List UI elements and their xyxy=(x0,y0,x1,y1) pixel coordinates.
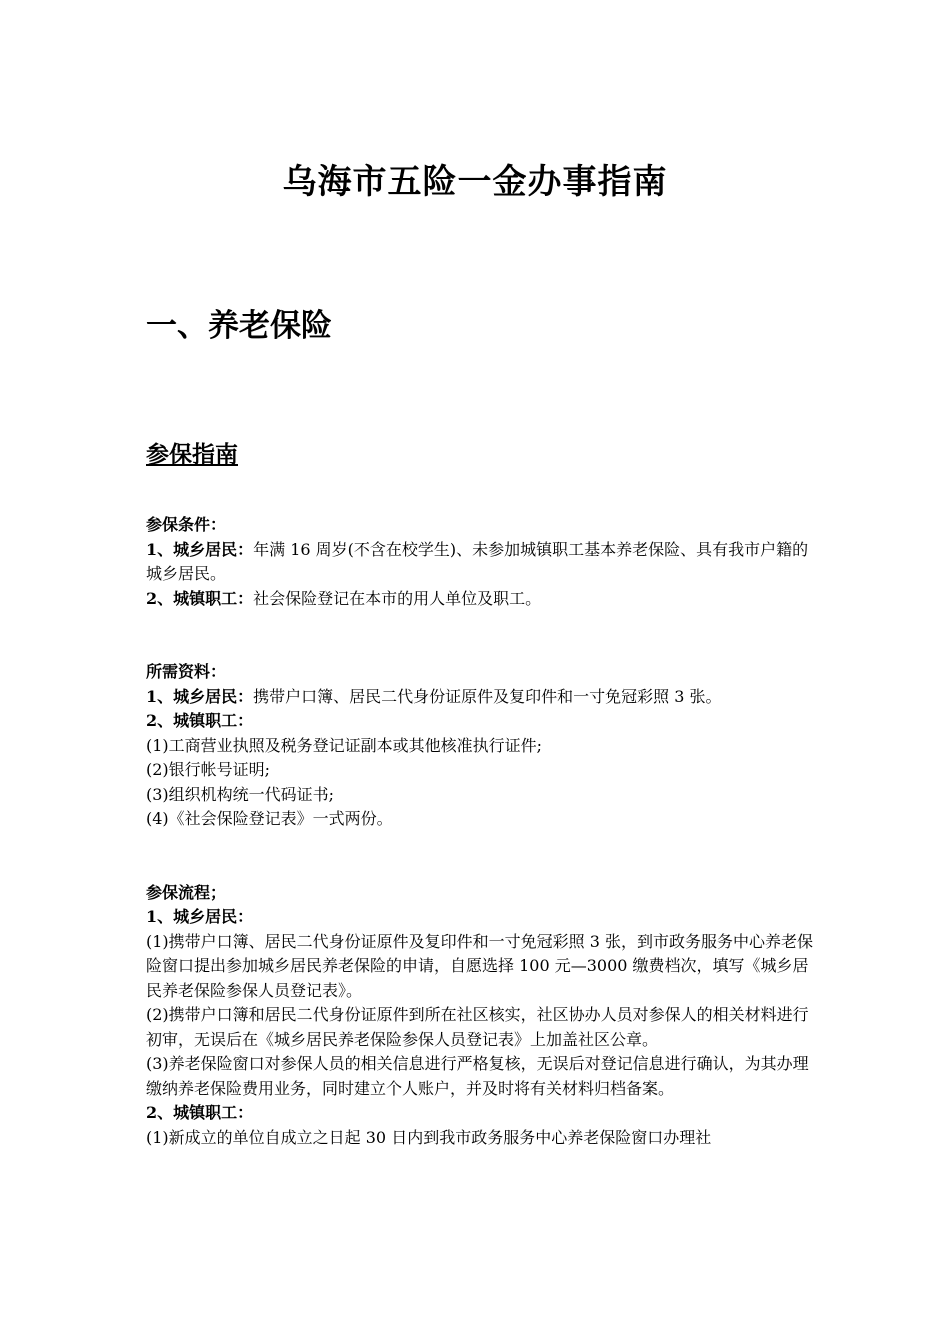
process-step: (2)携带户口簿和居民二代身份证原件到所在社区核实，社区协办人员对参保人的相关材料进行初审，无误后在《城乡居民养老保险参保人员登记表》上加盖社区公章。 xyxy=(146,1005,809,1049)
subsection-heading: 参保指南 xyxy=(146,441,238,468)
material-sub-item: (4)《社会保险登记表》一式两份。 xyxy=(146,809,393,828)
page-title: 乌海市五险一金办事指南 xyxy=(282,162,668,202)
materials-heading: 所需资料： xyxy=(146,662,227,681)
material-sub-item: (1)工商营业执照及税务登记证副本或其他核准执行证件; xyxy=(146,735,543,755)
document-body xyxy=(146,513,814,1150)
material-sub-item: (3)组织机构统一代码证书; xyxy=(146,784,335,804)
process-step: (3)养老保险窗口对参保人员的相关信息进行严格复核，无误后对登记信息进行确认，为其办理缴纳养老保险费用业务，同时建立个人账户，并及时将有关材料归档备案。 xyxy=(146,1054,809,1098)
conditions-heading: 参保条件： xyxy=(146,515,227,534)
process-item-label: 2、城镇职工： xyxy=(146,1103,254,1122)
material-item: 1、城乡居民：携带户口簿、居民二代身份证原件及复印件和一寸免冠彩照 3 张。 xyxy=(146,686,722,706)
process-item-label: 1、城乡居民： xyxy=(146,907,254,926)
process-step: (1)携带户口簿、居民二代身份证原件及复印件和一寸免冠彩照 3 张，到市政务服务中心养老保险窗口提出参加城乡居民养老保险的申请，自愿选择 100 元—3000 缴费档次，填写《城乡居民养老保险参保人员登记表》。 xyxy=(146,931,814,1000)
material-item-label: 2、城镇职工： xyxy=(146,711,254,730)
section-heading: 一、养老保险 xyxy=(146,308,332,344)
process-step: (1)新成立的单位自成立之日起 30 日内到我市政务服务中心养老保险窗口办理社 xyxy=(146,1127,712,1147)
spacer xyxy=(146,611,814,660)
condition-item: 2、城镇职工：社会保险登记在本市的用人单位及职工。 xyxy=(146,588,542,608)
material-sub-item: (2)银行帐号证明; xyxy=(146,760,271,779)
spacer xyxy=(146,832,814,881)
condition-item: 1、城乡居民：年满 16 周岁(不含在校学生)、未参加城镇职工基本养老保险、具有我市户籍的城乡居民。 xyxy=(146,539,809,583)
process-heading: 参保流程； xyxy=(146,882,227,902)
